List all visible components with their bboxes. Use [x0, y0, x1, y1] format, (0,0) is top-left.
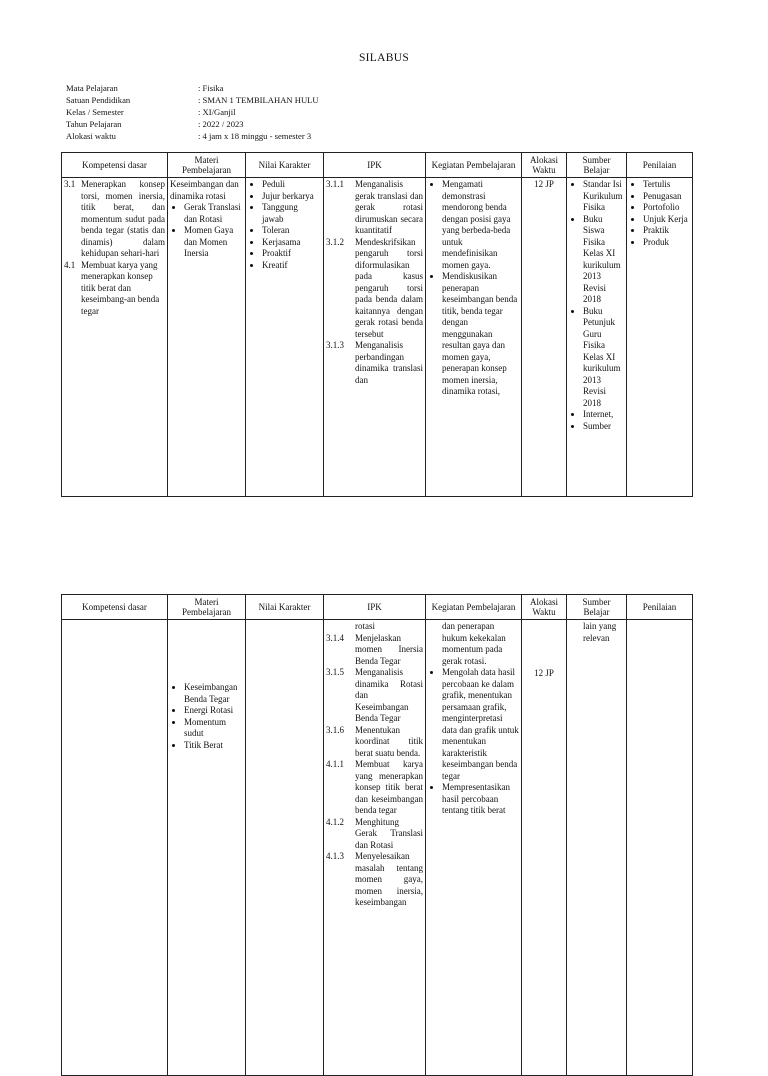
list-item: • Kreatif [262, 260, 321, 272]
list-item: • Tertulis [643, 179, 690, 191]
penilaian-cell [627, 178, 693, 497]
meta-row-subject [66, 82, 319, 94]
list-item: • Mengolah data hasil percobaan ke dalam grafik, menentukan persamaan grafik, menginterpretasi data dan grafik untuk menentukan karakteristik keseimbangan benda tegar [442, 667, 519, 782]
table-header-row [62, 153, 693, 178]
syllabus-meta [66, 82, 319, 142]
header-sumber: Sumber Belajar [567, 153, 627, 178]
meta-row-year [66, 118, 319, 130]
ipk-cell [324, 178, 426, 497]
list-item: • Keseimbangan Benda Tegar [184, 682, 243, 705]
ipk-cell [324, 620, 426, 1076]
list-item: • Proaktif [262, 248, 321, 260]
header-sumber: Sumber Belajar [567, 595, 627, 620]
list-item: • Toleran [262, 225, 321, 237]
table-row [62, 178, 693, 497]
list-item: • Buku Petunjuk Guru Fisika Kelas XI kurikulum 2013 Revisi 2018 [583, 306, 624, 410]
list-item: • Mengamati demonstrasi mendorong benda dengan posisi gaya yang berbeda-beda untuk mendefinisikan momen gaya. [442, 179, 519, 271]
list-item: • Energi Rotasi [184, 705, 243, 717]
header-materi: Materi Pembelajaran [168, 153, 246, 178]
kegiatan-cell [426, 620, 522, 1076]
meta-row-school [66, 94, 319, 106]
meta-label: Kelas / Semester [66, 107, 124, 117]
list-item: • Penugasan [643, 191, 690, 203]
list-item: • Momen Gaya dan Momen Inersia [184, 225, 243, 260]
list-item: • Gerak Translasi dan Rotasi [184, 202, 243, 225]
list-item: • Mempresentasikan hasil percobaan tentang titik berat [442, 782, 519, 817]
kd-cell [62, 178, 168, 497]
meta-label: Mata Pelajaran [66, 83, 118, 93]
list-item: • Portofolio [643, 202, 690, 214]
meta-value: : XI/Ganjil [198, 107, 236, 117]
kd-cell [62, 620, 168, 1076]
page-title: SILABUS [358, 52, 410, 64]
meta-value: : 2022 / 2023 [198, 119, 244, 129]
alokasi-cell: 12 JP [522, 620, 567, 1076]
meta-row-time [66, 130, 319, 142]
meta-value: : Fisika [198, 83, 224, 93]
meta-value: : SMAN 1 TEMBILAHAN HULU [198, 95, 319, 105]
ipk-item: 3.1.1 Menganalisis gerak translasi dan gerak rotasi dirumuskan secara kuantitatif [326, 179, 423, 235]
header-ipk: IPK [324, 595, 426, 620]
header-kompetensi: Kompetensi dasar [62, 595, 168, 620]
list-item: • Buku Siswa Fisika Kelas XI kurikulum 2013 Revisi 2018 [583, 214, 624, 306]
header-kegiatan: Kegiatan Pembelajaran [426, 595, 522, 620]
materi-intro: Keseimbangan dan dinamika rotasi [170, 179, 239, 201]
list-item: • Kerjasama [262, 237, 321, 249]
header-materi: Materi Pembelajaran [168, 595, 246, 620]
ipk-item: 3.1.3 Menganalisis perbandingan dinamika translasi dan [326, 340, 423, 385]
list-item: • Produk [643, 237, 690, 249]
materi-cell [168, 620, 246, 1076]
list-item: • Standar Isi Kurikulum Fisika [583, 179, 624, 214]
ipk-item: 3.1.4 Menjelaskan momen Inersia Benda Tegar [326, 632, 423, 666]
header-nilai: Nilai Karakter [246, 153, 324, 178]
ipk-item: 4.1.3 Menyelesaikan masalah tentang momen gaya, momen inersia, keseimbangan [326, 851, 423, 907]
header-alokasi: Alokasi Waktu [522, 153, 567, 178]
nilai-cell [246, 178, 324, 497]
table-header-row [62, 595, 693, 620]
header-penilaian: Penilaian [627, 153, 693, 178]
list-item: • Momentum sudut [184, 717, 243, 740]
meta-label: Alokasi waktu [66, 131, 116, 141]
syllabus-table-page-2 [61, 594, 693, 1076]
syllabus-table-page-1 [61, 152, 693, 497]
list-item: • Titik Berat [184, 740, 243, 752]
header-kegiatan: Kegiatan Pembelajaran [426, 153, 522, 178]
kd-item: 4.1 Membuat karya yang menerapkan konsep titik berat dan keseimbang-an benda tegar [64, 259, 160, 316]
sumber-cell [567, 178, 627, 497]
meta-label: Satuan Pendidikan [66, 95, 131, 105]
sumber-cell [567, 620, 627, 1076]
ipk-item: 3.1.6 Menentukan koordinat titik berat suatu benda. [326, 724, 423, 758]
list-item: • Tanggung jawab [262, 202, 321, 225]
header-ipk: IPK [324, 153, 426, 178]
header-nilai: Nilai Karakter [246, 595, 324, 620]
ipk-item: 3.1.5 Menganalisis dinamika Rotasi dan Keseimbangan Benda Tegar [326, 667, 423, 723]
header-alokasi: Alokasi Waktu [522, 595, 567, 620]
kegiatan-cell [426, 178, 522, 497]
header-penilaian: Penilaian [627, 595, 693, 620]
list-item: • Peduli [262, 179, 321, 191]
meta-label: Tahun Pelajaran [66, 119, 122, 129]
table-row [62, 620, 693, 1076]
list-item: • Mendiskusikan penerapan keseimbangan benda titik, benda tegar dengan menggunakan resultan gaya dan momen gaya, penerapan konsep momen inersia, dinamika rotasi, [442, 271, 519, 398]
meta-value: : 4 jam x 18 minggu - semester 3 [198, 131, 312, 141]
kd-item: 3.1 Menerapkan konsep torsi, momen inersia, titik berat, dan momentum sudut pada benda tegar (statis dan dinamis) dalam kehidupan sehari-hari [64, 179, 165, 258]
list-item: • Internet, [583, 409, 624, 421]
sumber-continuation: lain yang relevan [583, 621, 617, 643]
list-item: • Jujur berkarya [262, 191, 321, 203]
list-item: • Unjuk Kerja [643, 214, 690, 226]
penilaian-cell [627, 620, 693, 1076]
ipk-item: 4.1.1 Membuat karya yang menerapkan konsep titik berat dan keseimbangan benda tegar [326, 759, 423, 815]
kegiatan-continuation: dan penerapan hukum kekekalan momentum pada gerak rotasi. [442, 621, 506, 666]
header-kompetensi: Kompetensi dasar [62, 153, 168, 178]
list-item: • Sumber [583, 421, 624, 433]
ipk-item: 3.1.2 Mendeskrifsikan pengaruh torsi diformulasikan pada kasus pengaruh torsi pada benda dalam kaitannya dengan gerak rotasi benda tersebut [326, 236, 423, 339]
ipk-item: 4.1.2 Menghitung Gerak Translasi dan Rotasi [326, 816, 423, 850]
alokasi-cell: 12 JP [522, 178, 567, 497]
ipk-continuation: rotasi [355, 621, 375, 631]
list-item: • Praktik [643, 225, 690, 237]
nilai-cell [246, 620, 324, 1076]
materi-cell [168, 178, 246, 497]
meta-row-class [66, 106, 319, 118]
